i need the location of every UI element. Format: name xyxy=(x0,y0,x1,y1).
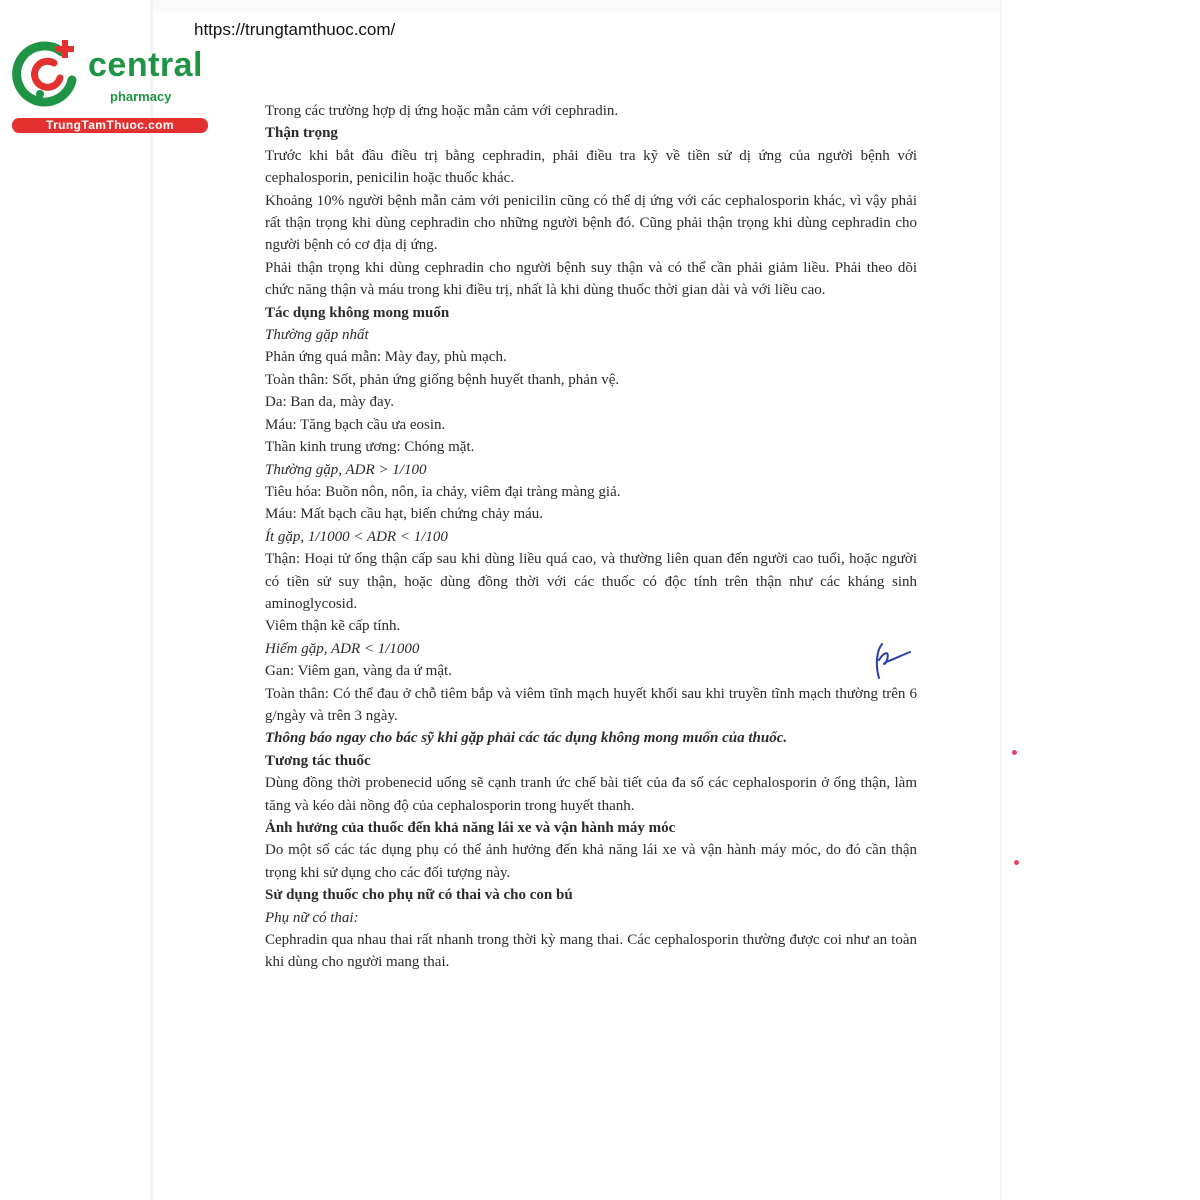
paragraph: Gan: Viêm gan, vàng da ứ mật. xyxy=(265,663,452,680)
subheading: Thường gặp nhất xyxy=(265,327,369,344)
section-heading: Tương tác thuốc xyxy=(265,752,371,769)
scan-right-edge xyxy=(1000,0,1002,1200)
paragraph: Trước khi bắt đầu điều trị bằng cephradin, phải điều tra kỹ về tiền sử dị ứng của người bệnh với cephalosporin, penicilin hoặc thuốc khác. xyxy=(265,147,917,187)
subheading: Hiếm gặp, ADR < 1/1000 xyxy=(265,640,420,657)
logo-site-badge: TrungTamThuoc.com xyxy=(12,118,208,133)
pharmacy-cross-icon xyxy=(10,36,86,112)
ink-speck xyxy=(1014,860,1019,865)
paragraph: Máu: Mất bạch cầu hạt, biến chứng chảy máu. xyxy=(265,506,544,523)
source-url[interactable]: https://trungtamthuoc.com/ xyxy=(194,20,396,39)
paragraph: Cephradin qua nhau thai rất nhanh trong thời kỳ mang thai. Các cephalosporin thường được coi như an toàn khi dùng cho người mang thai. xyxy=(265,932,917,971)
paragraph: Phản ứng quá mẫn: Mày đay, phù mạch. xyxy=(265,349,507,366)
paragraph: Toàn thân: Sốt, phản ứng giống bệnh huyết thanh, phản vệ. xyxy=(265,371,620,388)
subheading: Ít gặp, 1/1000 < ADR < 1/100 xyxy=(265,528,448,545)
paragraph: Khoảng 10% người bệnh mẫn cảm với penicilin cũng có thể dị ứng với các cephalosporin khác, vì vậy phải rất thận trọng khi dùng cephradin cho những người bệnh đó. Cũng phải thận trọng khi dùng cephradin cho người bệnh có cơ địa dị ứng. xyxy=(265,192,917,254)
section-heading: Thận trọng xyxy=(265,125,338,142)
paragraph: Thận: Hoại tử ống thận cấp sau khi dùng liều quá cao, và thường liên quan đến người cao tuổi, hoặc người có tiền sử suy thận, hoặc dùng đồng thời với các thuốc có độc tính trên thận như các kháng sinh aminoglycosid. xyxy=(265,551,917,612)
document-body xyxy=(265,100,917,974)
subheading: Thường gặp, ADR > 1/100 xyxy=(265,461,427,478)
central-pharmacy-logo[interactable] xyxy=(10,36,215,136)
paragraph: Tiêu hóa: Buồn nôn, nôn, ỉa chảy, viêm đại tràng màng giả. xyxy=(265,483,621,500)
section-heading: Ảnh hưởng của thuốc đến khả năng lái xe và vận hành máy móc xyxy=(265,820,676,836)
paragraph: Do một số các tác dụng phụ có thể ảnh hưởng đến khả năng lái xe và vận hành máy móc, do đó cần thận trọng khi sử dụng cho các đối tượng này. xyxy=(265,842,917,881)
paragraph: Máu: Tăng bạch cầu ưa eosin. xyxy=(265,416,446,433)
logo-brand: central xyxy=(88,46,203,84)
paragraph: Viêm thận kẽ cấp tính. xyxy=(265,618,401,635)
logo-subtitle: pharmacy xyxy=(110,89,172,104)
scan-left-edge xyxy=(150,0,153,1200)
handwritten-signature xyxy=(870,640,914,684)
notice-text: Thông báo ngay cho bác sỹ khi gặp phải các tác dụng không mong muốn của thuốc. xyxy=(265,730,788,747)
paragraph: Da: Ban da, mày đay. xyxy=(265,394,394,411)
paragraph: Phải thận trọng khi dùng cephradin cho người bệnh suy thận và có thể cần phải giảm liều. Phải theo dõi chức năng thận và máu trong khi điều trị, nhất là khi dùng thuốc thời gian dài và với liều cao. xyxy=(265,259,917,299)
paragraph: Trong các trường hợp dị ứng hoặc mẫn cảm với cephradin. xyxy=(265,103,619,119)
section-heading: Sử dụng thuốc cho phụ nữ có thai và cho con bú xyxy=(265,887,573,904)
ink-speck xyxy=(1012,750,1017,755)
paragraph: Thần kinh trung ương: Chóng mặt. xyxy=(265,439,475,456)
paragraph: Toàn thân: Có thể đau ở chỗ tiêm bắp và viêm tĩnh mạch huyết khối sau khi truyền tĩnh mạch thường trên 6 g/ngày và trên 3 ngày. xyxy=(265,685,917,724)
scan-top-edge xyxy=(150,0,1000,12)
section-heading: Tác dụng không mong muốn xyxy=(265,304,450,321)
paragraph: Dùng đồng thời probenecid uống sẽ cạnh tranh ức chế bài tiết của đa số các cephalosporin ở ống thận, làm tăng và kéo dài nồng độ của cephalosporin trong huyết thanh. xyxy=(265,775,917,814)
subheading: Phụ nữ có thai: xyxy=(265,909,359,926)
